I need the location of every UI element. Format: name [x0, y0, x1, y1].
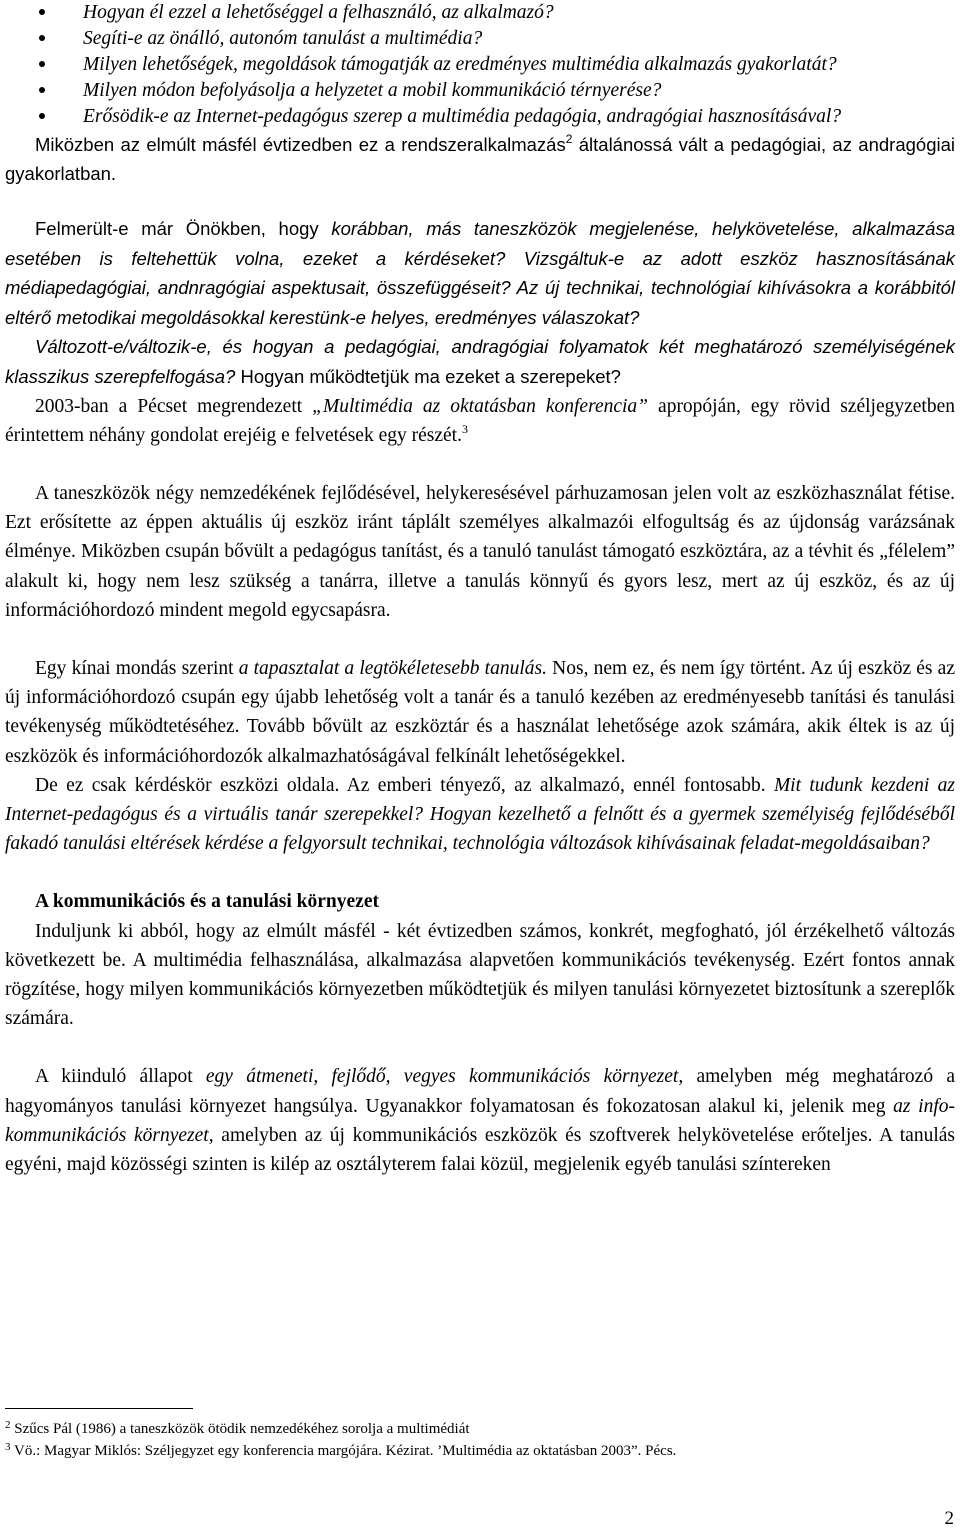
bullet-icon: [39, 113, 45, 119]
paragraph-2: Felmerült-e már Önökben, hogy korábban, más taneszközök megjelenése, helykövetelése, alkalmazása esetében is feltehettük volna, ezeket a kérdéseket? Vizsgáltuk-e az adott eszköz hasznosításának médiapedagógiai, andnragógiai aspektusait, összefüggéseit? Az új technikai, technológiaí kihívásokra a korábbitól eltérő metodikai megoldásokkal kerestünk-e helyes, eredményes válaszokat?: [5, 218, 956, 328]
document-page: [5, 0, 955, 1179]
footnote-2: $^2$ Szűcs Pál (1986) a taneszközök ötödik nemzedékéhez sorolja a multimédiát: [5, 1419, 470, 1437]
section-heading: A kommunikációs és a tanulási környezet: [35, 891, 379, 913]
page-number: 2: [944, 1508, 954, 1529]
paragraph-5: A taneszközök négy nemzedékének fejlődésével, helykeresésével párhuzamosan jelen volt az eszközhasználat fétise. Ezt erősítette az éppen aktuális új eszköz iránt táplált személyes alkalmazói elfogultság és az újdonság varázsának élménye. Miközben csupán bővült a pedagógus tanítást, és a tanuló tanulást támogató eszköztára, az a tévhit és „félelem” alakult ki, hogy nem lesz szükség a tanárra, illetve a tanulás könnyű és gyors lesz, mert az új eszköz, és az új információhordozó mindent megold egycsapásra.: [5, 482, 955, 621]
paragraph-9: A kiinduló állapot egy átmeneti, fejlődő, vegyes kommunikációs környezet, amelyben még meghatározó a hagyományos tanulási környezet hangsúlya. Ugyanakkor folyamatosan és fokozatosan alakul ki, jelenik meg az info-kommunikációs környezet, amelyben az új kommunikációs eszközök és szoftverek helykövetelése erőteljes. A tanulás egyéni, majd közösségi szinten is kilép az osztályterem falai közül, megjelenik egyéb tanulási színtereken: [5, 1066, 956, 1176]
bullet-icon: [39, 35, 45, 41]
paragraph-7: De ez csak kérdéskör eszközi oldala. Az emberi tényező, az alkalmazó, ennél fontosabb. Mit tudunk kezdeni az Internet-pedagógus és a virtuális tanár szerepekkel? Hogyan kezelhető a felnőtt és a gyermek személyiség fejlődéséből fakadó tanulási eltérések kérdése a felgyorsult technikai, technológia változások kihívásainak feladat-megoldásaiban?: [5, 774, 955, 855]
list-item: Milyen módon befolyásolja a helyzetet a mobil kommunikáció térnyerése?: [5, 78, 955, 104]
footnote-separator: [5, 1408, 193, 1409]
list-item: Erősödik-e az Internet-pedagógus szerep a multimédia pedagógia, andragógiai hasznosításával?: [5, 104, 955, 130]
bullet-icon: [39, 87, 45, 93]
paragraph-8: Induljunk ki abból, hogy az elmúlt másfél - két évtizedben számos, konkrét, megfogható, jól érzékelhető változás következett be. A multimédia felhasználása, alkalmazása alapvetően kommunikációs tevékenység. Ezért fontos annak rögzítése, hogy milyen kommunikációs környezetben működtetjük és milyen tanulási környezetet biztosítunk a szereplők számára.: [5, 920, 955, 1030]
footnote-ref-2: 2: [565, 132, 573, 146]
bullet-icon: [39, 9, 45, 15]
paragraph-6: Egy kínai mondás szerint a tapasztalat a legtökéletesebb tanulás. Nos, nem ez, és nem így történt. Az új eszköz és az új információhordozó csupán egy újabb lehetőség volt a tanár és a tanuló kezében az eredményesebb tanítási és tanulási tevékenység működtetéséhez. Tovább bővült az eszköztár és a használat lehetősége azok számára, akik éltek is az új eszközök és információhordozók alkalmazhatóságával felkínált lehetőségekkel.: [5, 657, 955, 767]
question-list: [5, 0, 955, 130]
paragraph-4: 2003-ban a Pécset megrendezett „Multimédia az oktatásban konferencia” apropóján, egy rövid széljegyzetben érintettem néhány gondolat erejéig e felvetések egy részét.$^3$: [5, 395, 955, 446]
list-item: Hogyan él ezzel a lehetőséggel a felhasználó, az alkalmazó?: [5, 0, 955, 26]
paragraph-1: Miközben az elmúlt másfél évtizedben ez a rendszeralkalmazás$^2$ általánossá vált a pedagógiai, az andragógiai gyakorlatban.: [5, 132, 955, 184]
footnotes: [5, 1418, 955, 1462]
list-item: Segíti-e az önálló, autonóm tanulást a multimédia?: [5, 26, 955, 52]
footnote-ref-3: 3: [461, 421, 468, 436]
footnote-3: $^3$ Vö.: Magyar Miklós: Széljegyzet egy konferencia margójára. Kézirat. ’Multimédia az oktatásban 2003”. Pécs.: [5, 1441, 677, 1459]
bullet-icon: [39, 61, 45, 67]
paragraph-3: Változott-e/változik-e, és hogyan a pedagógiai, andragógiai folyamatok két meghatározó személyiségének klasszikus szerepfelfogása? Hogyan működtetjük ma ezeket a szerepeket?: [5, 336, 955, 387]
list-item: Milyen lehetőségek, megoldások támogatják az eredményes multimédia alkalmazás gyakorlatát?: [5, 52, 955, 78]
